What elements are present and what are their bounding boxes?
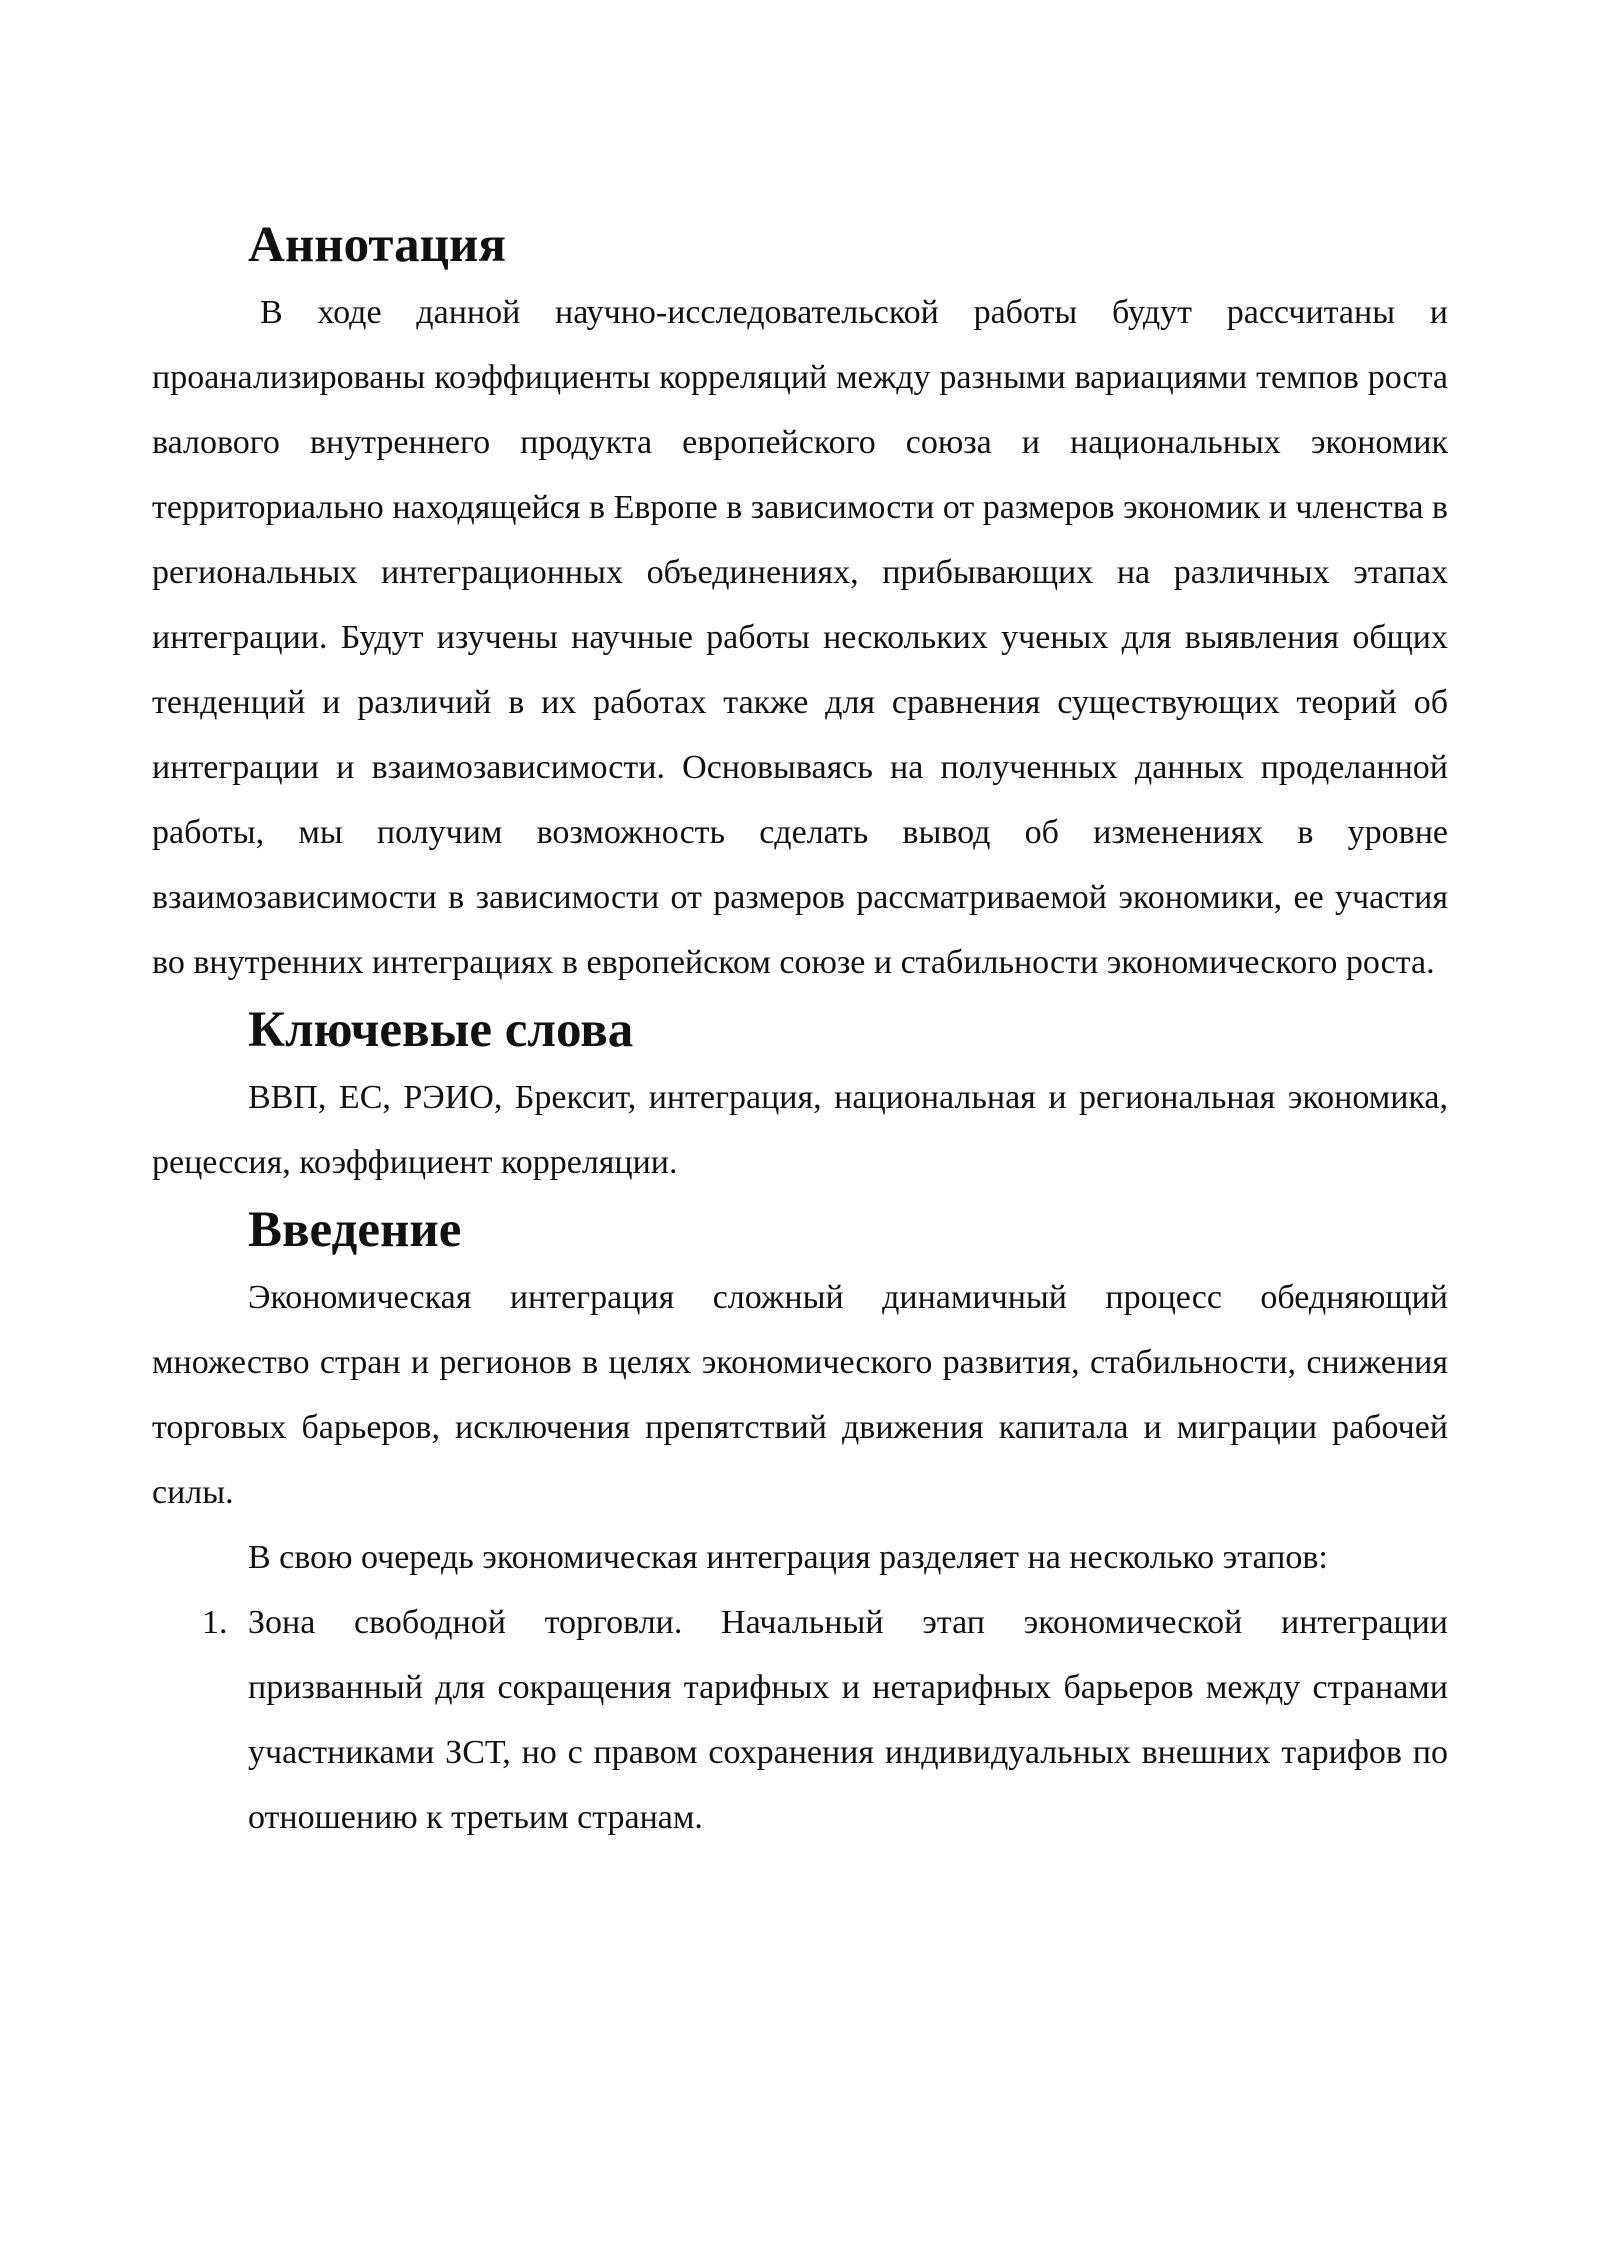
integration-stages-list: [152, 1590, 1448, 1850]
introduction-heading: Введение: [248, 1202, 462, 1258]
introduction-paragraph: Экономическая интеграция сложный динамичный процесс обедняющий множество стран и регионов в целях экономического развития, стабильности, снижения торговых барьеров, исключения препятствий движения капитала и миграции рабочей силы.: [152, 1279, 1448, 1511]
abstract-heading: Аннотация: [248, 217, 506, 273]
keywords-heading: Ключевые слова: [248, 1002, 634, 1058]
list-item: [152, 1590, 1448, 1850]
document-body: [152, 210, 1448, 1850]
keywords-paragraph: ВВП, ЕС, РЭИО, Брексит, интеграция, национальная и региональная экономика, рецессия, коэффициент корреляции.: [152, 1079, 1448, 1181]
list-item-number: 1.: [202, 1604, 228, 1641]
list-item-text: Зона свободной торговли. Начальный этап экономической интеграции призванный для сокращения тарифных и нетарифных барьеров между странами участниками ЗСТ, но с правом сохранения индивидуальных внешних тарифов по отношению к третьим странам.: [248, 1604, 1448, 1836]
stages-intro-paragraph: В свою очередь экономическая интеграция разделяет на несколько этапов:: [248, 1539, 1328, 1576]
abstract-paragraph: В ходе данной научно-исследовательской работы будут рассчитаны и проанализированы коэффициенты корреляций между разными вариациями темпов роста валового внутреннего продукта европейского союза и национальных экономик территориально находящейся в Европе в зависимости от размеров экономик и членства в региональных интеграционных объединениях, прибывающих на различных этапах интеграции. Будут изучены научные работы нескольких ученых для выявления общих тенденций и различий в их работах также для сравнения существующих теорий об интеграции и взаимозависимости. Основываясь на полученных данных проделанной работы, мы получим возможность сделать вывод об изменениях в уровне взаимозависимости в зависимости от размеров рассматриваемой экономики, ее участия во внутренних интеграциях в европейском союзе и стабильности экономического роста.: [152, 294, 1448, 981]
